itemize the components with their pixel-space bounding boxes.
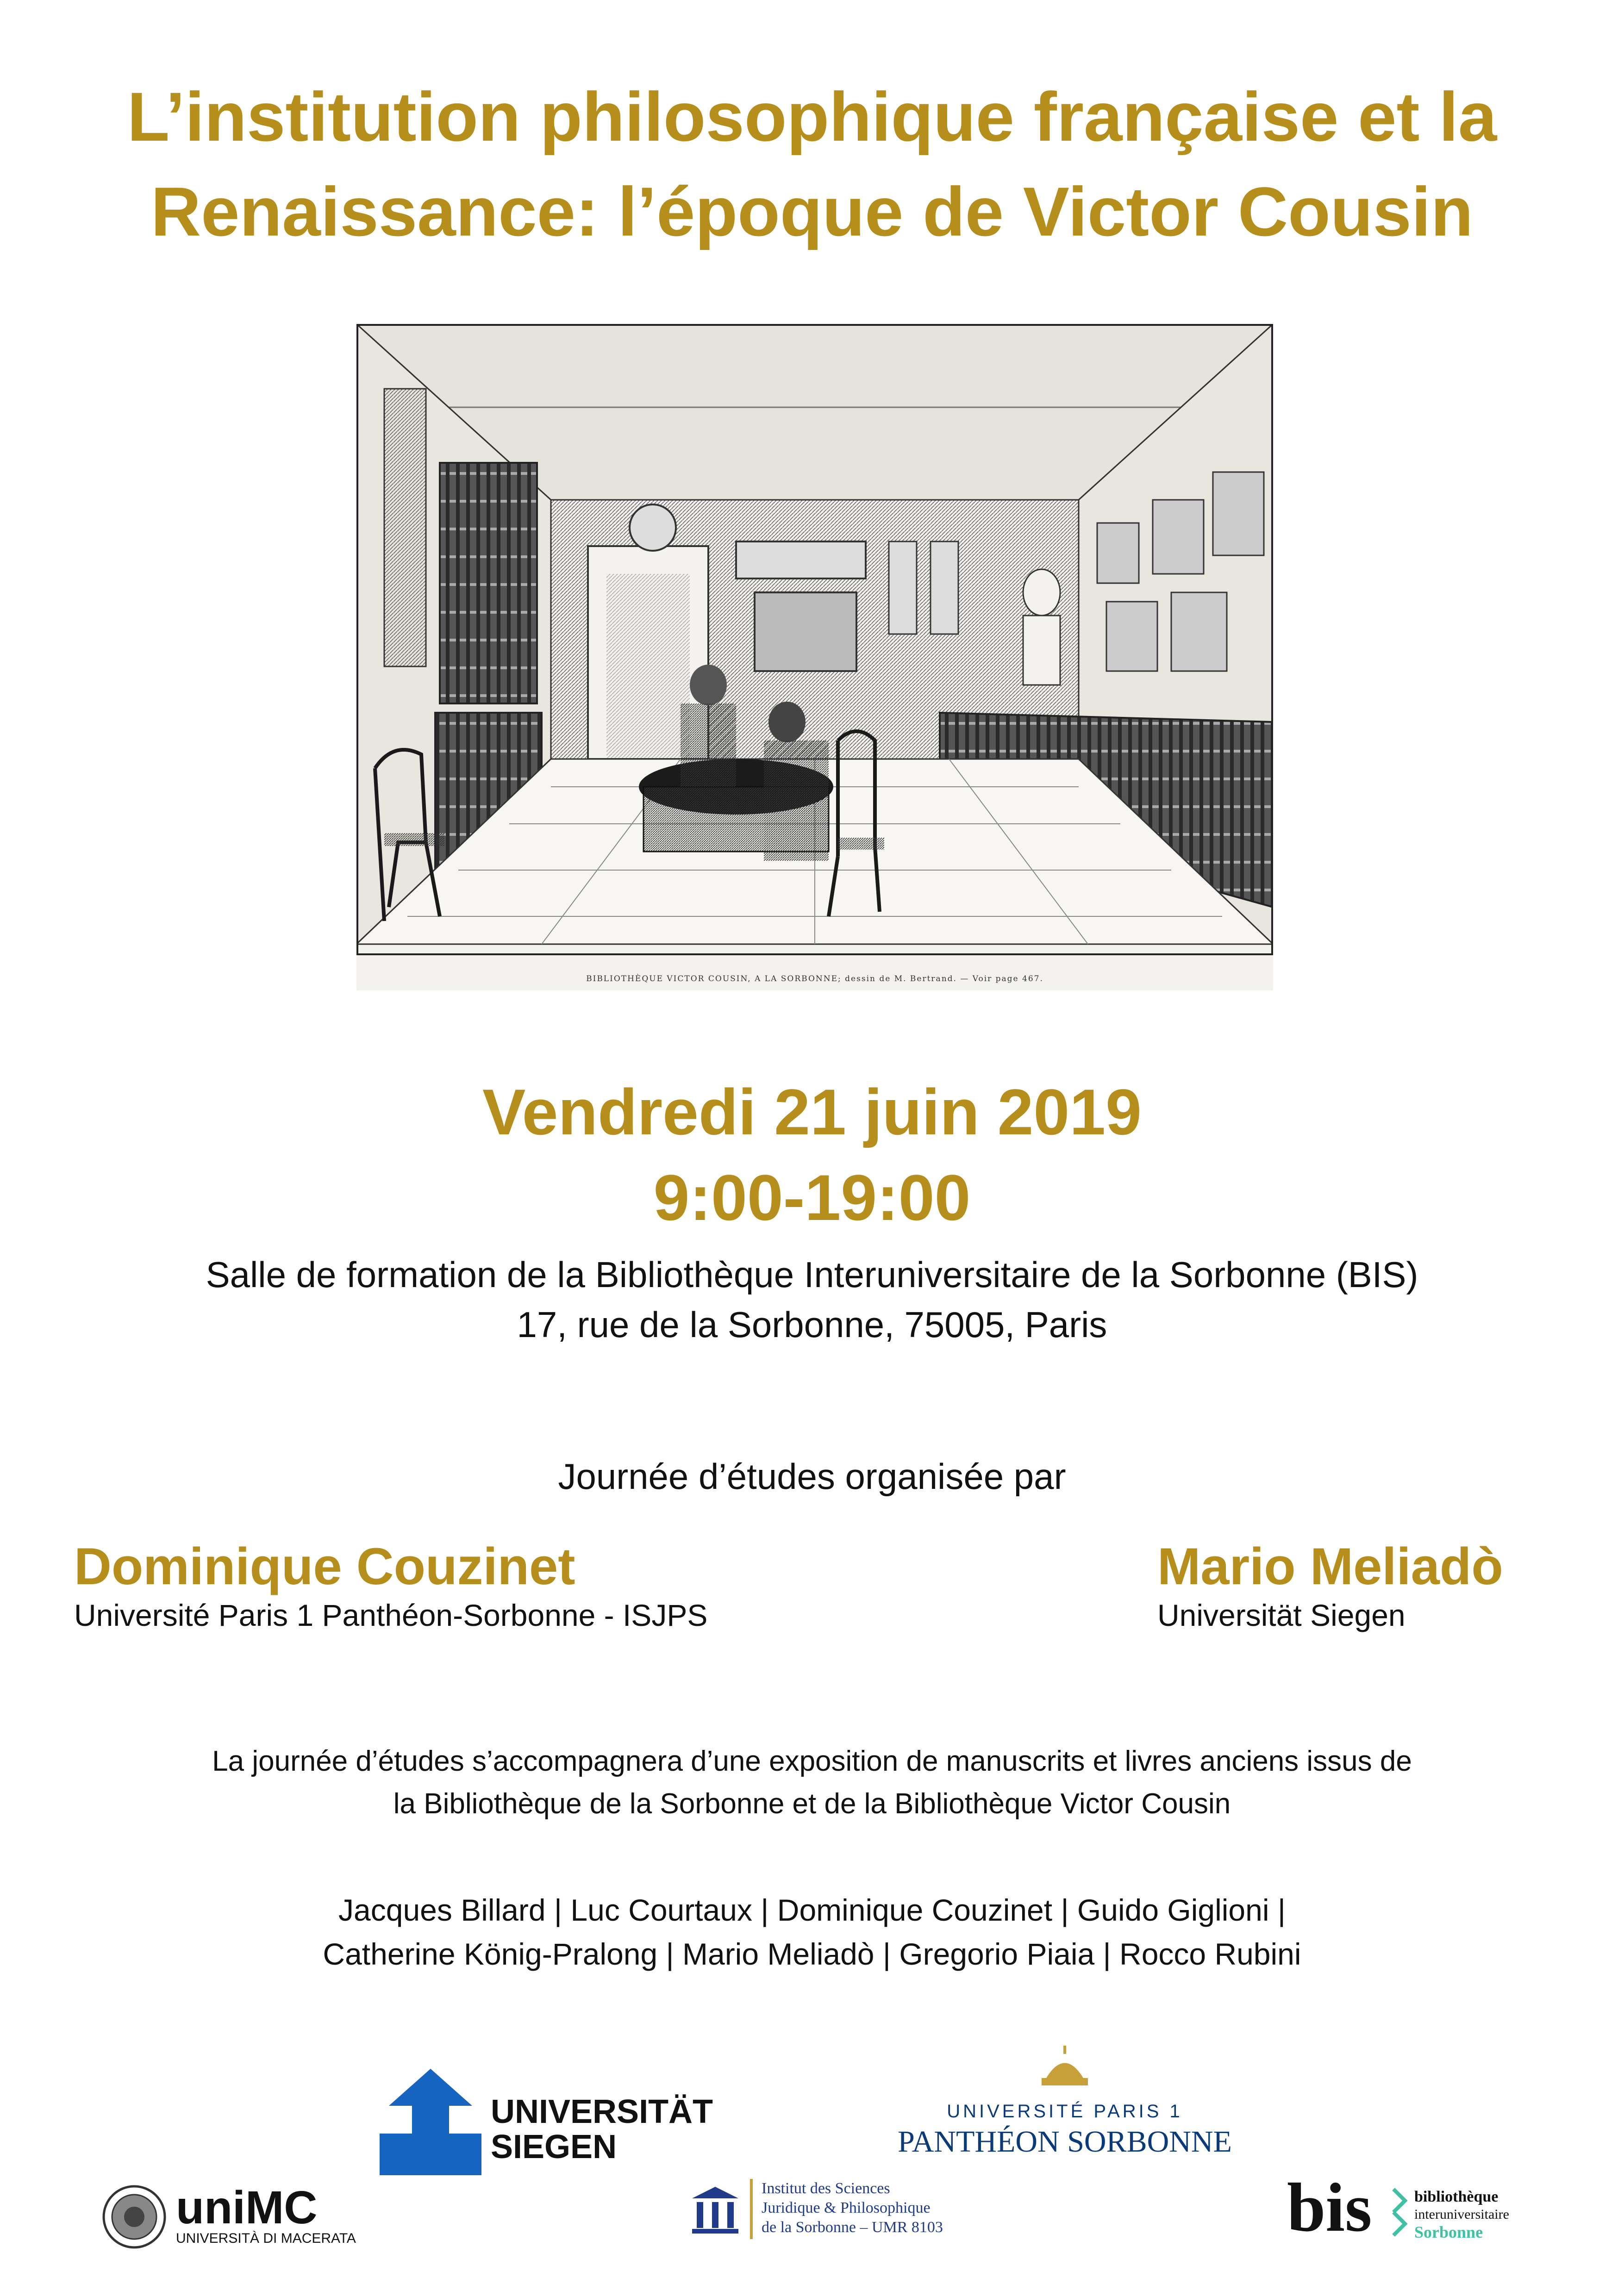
pantheon-dome-icon [1039,2046,1090,2087]
macerata-seal-icon [102,2184,167,2249]
library-engraving [356,324,1273,990]
isjps-line-1: Institut des Sciences [762,2180,890,2197]
organizers-label: Journée d’études organisée par [558,1456,1066,1497]
bis-logo [1287,2171,1565,2249]
siegen-mark-icon [380,2069,481,2175]
event-date: Vendredi 21 juin 2019 [482,1076,1142,1148]
speakers-line-2: Catherine König-Pralong | Mario Meliadò | Gregorio Piaia | Rocco Rubini [323,1937,1301,1971]
venue [0,1250,1624,1350]
unimc-logo [102,2184,380,2254]
paris1-line-2: PANTHÉON SORBONNE [898,2125,1232,2159]
isjps-line-2: Juridique & Philosophique [762,2199,931,2216]
title-line-1: L’institution philosophique française et la [127,78,1497,156]
poster-title [0,69,1624,259]
engraving-caption: BIBLIOTHÈQUE VICTOR COUSIN, A LA SORBONNE; dessin de M. Bertrand. — Voir page 467. [586,974,1043,983]
organizer-name: Mario Meliadò [1157,1537,1503,1595]
bis-chevrons-icon [1391,2184,1410,2240]
event-datetime [0,1069,1624,1240]
bis-line-1: bibliothèque [1414,2188,1499,2205]
paris1-line-1: UNIVERSITÉ PARIS 1 [947,2101,1183,2122]
event-time: 9:00-19:00 [653,1161,971,1234]
bis-line-3: Sorbonne [1414,2223,1483,2241]
siegen-line-1: UNIVERSITÄT [491,2093,713,2130]
paris1-logo [870,2046,1259,2166]
bis-brand: bis [1287,2169,1372,2246]
unimc-sub: UNIVERSITÀ DI MACERATA [176,2231,356,2246]
isjps-temple-icon [690,2184,741,2235]
organizer-1 [74,1537,707,1634]
organizer-name: Dominique Couzinet [74,1537,575,1595]
unimc-brand: uniMC [176,2182,318,2234]
venue-line-1: Salle de formation de la Bibliothèque Interuniversitaire de la Sorbonne (BIS) [206,1254,1418,1295]
exhibition-line-2: la Bibliothèque de la Sorbonne et de la Bibliothèque Victor Cousin [393,1788,1231,1820]
organizer-affiliation: Université Paris 1 Panthéon-Sorbonne - ISJPS [74,1598,708,1632]
isjps-line-3: de la Sorbonne – UMR 8103 [762,2219,943,2236]
exhibition-note [0,1740,1624,1825]
exhibition-line-1: La journée d’études s’accompagnera d’une exposition de manuscrits et livres anciens issus de [212,1745,1412,1777]
organizer-affiliation: Universität Siegen [1157,1598,1405,1632]
venue-line-2: 17, rue de la Sorbonne, 75005, Paris [517,1304,1107,1345]
siegen-line-2: SIEGEN [491,2128,617,2165]
organizer-2 [1157,1537,1503,1634]
title-line-2: Renaissance: l’époque de Victor Cousin [150,173,1474,250]
siegen-logo [380,2069,731,2180]
isjps-divider [750,2179,753,2239]
bis-line-2: interuniversitaire [1414,2207,1509,2222]
isjps-logo [690,2175,986,2245]
speakers-line-1: Jacques Billard | Luc Courtaux | Dominique Couzinet | Guido Giglioni | [338,1893,1286,1927]
speakers-list [0,1888,1624,1976]
